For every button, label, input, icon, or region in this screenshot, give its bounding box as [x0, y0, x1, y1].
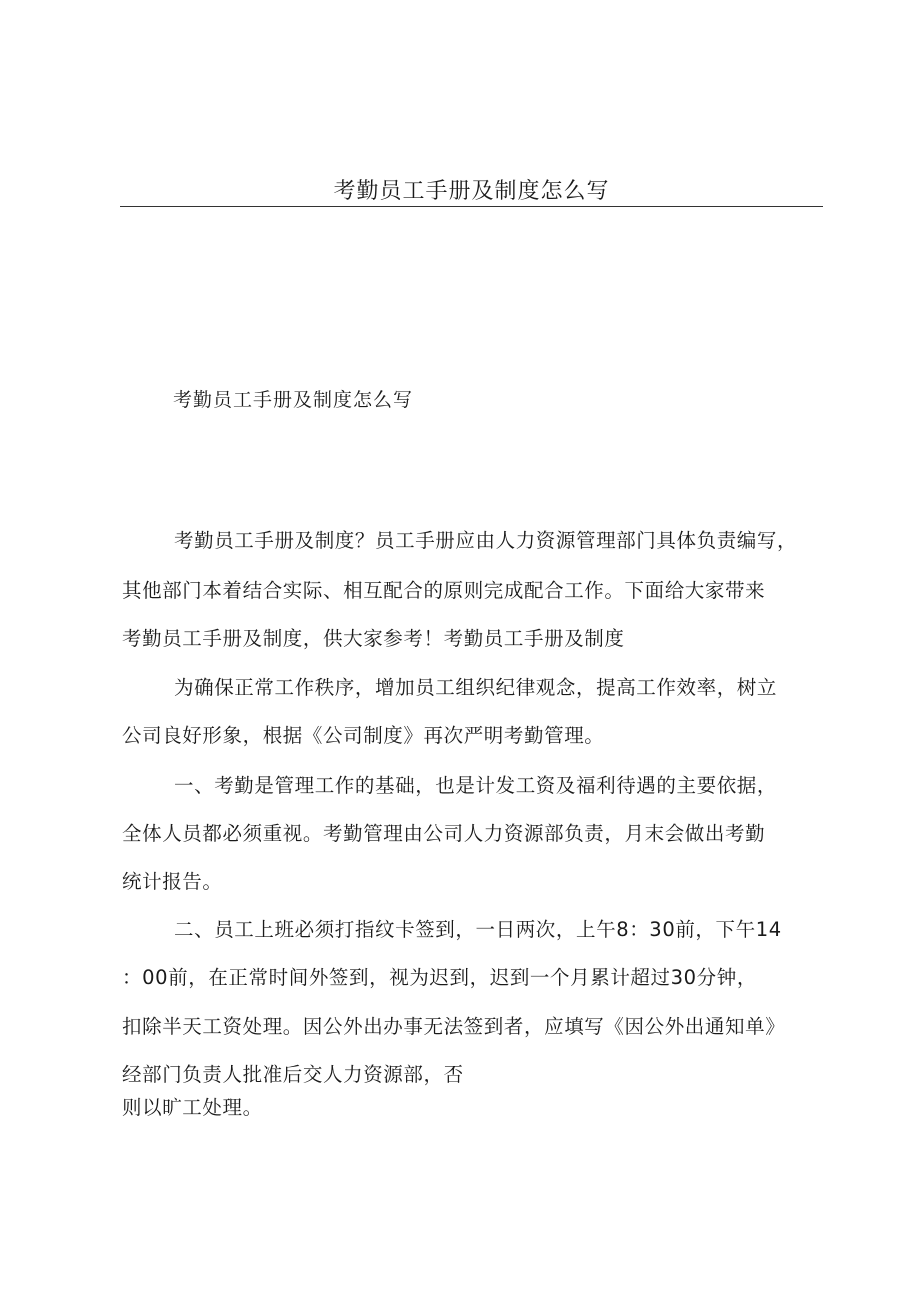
paragraph-line: 考勤员工手册及制度？员工手册应由人力资源管理部门具体负责编写， [174, 529, 798, 552]
paragraph-line: 全体人员都必须重视。考勤管理由公司人力资源部负责，月末会做出考勤 [122, 822, 766, 845]
paragraph-line: 统计报告。 [122, 870, 223, 893]
paragraph-line: 其他部门本着结合实际、相互配合的原则完成配合工作。下面给大家带来 [122, 579, 766, 602]
page-header-title: 考勤员工手册及制度怎么写 [333, 179, 610, 204]
paragraph-line: 公司良好形象，根据《公司制度》再次严明考勤管理。 [122, 724, 605, 747]
paragraph-line: 扣除半天工资处理。因公外出办事无法签到者，应填写《因公外出通知单》 [122, 1015, 786, 1038]
document-subtitle: 考勤员工手册及制度怎么写 [173, 389, 414, 411]
paragraph-line: 则以旷工处理。 [122, 1096, 263, 1119]
paragraph-line: 一、考勤是管理工作的基础，也是计发工资及福利待遇的主要依据， [174, 774, 778, 797]
paragraph-line: 为确保正常工作秩序，增加员工组织纪律观念，提高工作效率，树立 [174, 676, 778, 699]
paragraph-line: 经部门负责人批准后交人力资源部，否 [122, 1063, 464, 1086]
paragraph-line: 二、员工上班必须打指纹卡签到，一日两次，上午8：30前，下午14 [174, 918, 782, 941]
paragraph-line: ：00前，在正常时间外签到，视为迟到，迟到一个月累计超过30分钟， [122, 966, 757, 989]
header-divider [120, 206, 823, 207]
paragraph-line: 考勤员工手册及制度，供大家参考！考勤员工手册及制度 [122, 627, 625, 650]
